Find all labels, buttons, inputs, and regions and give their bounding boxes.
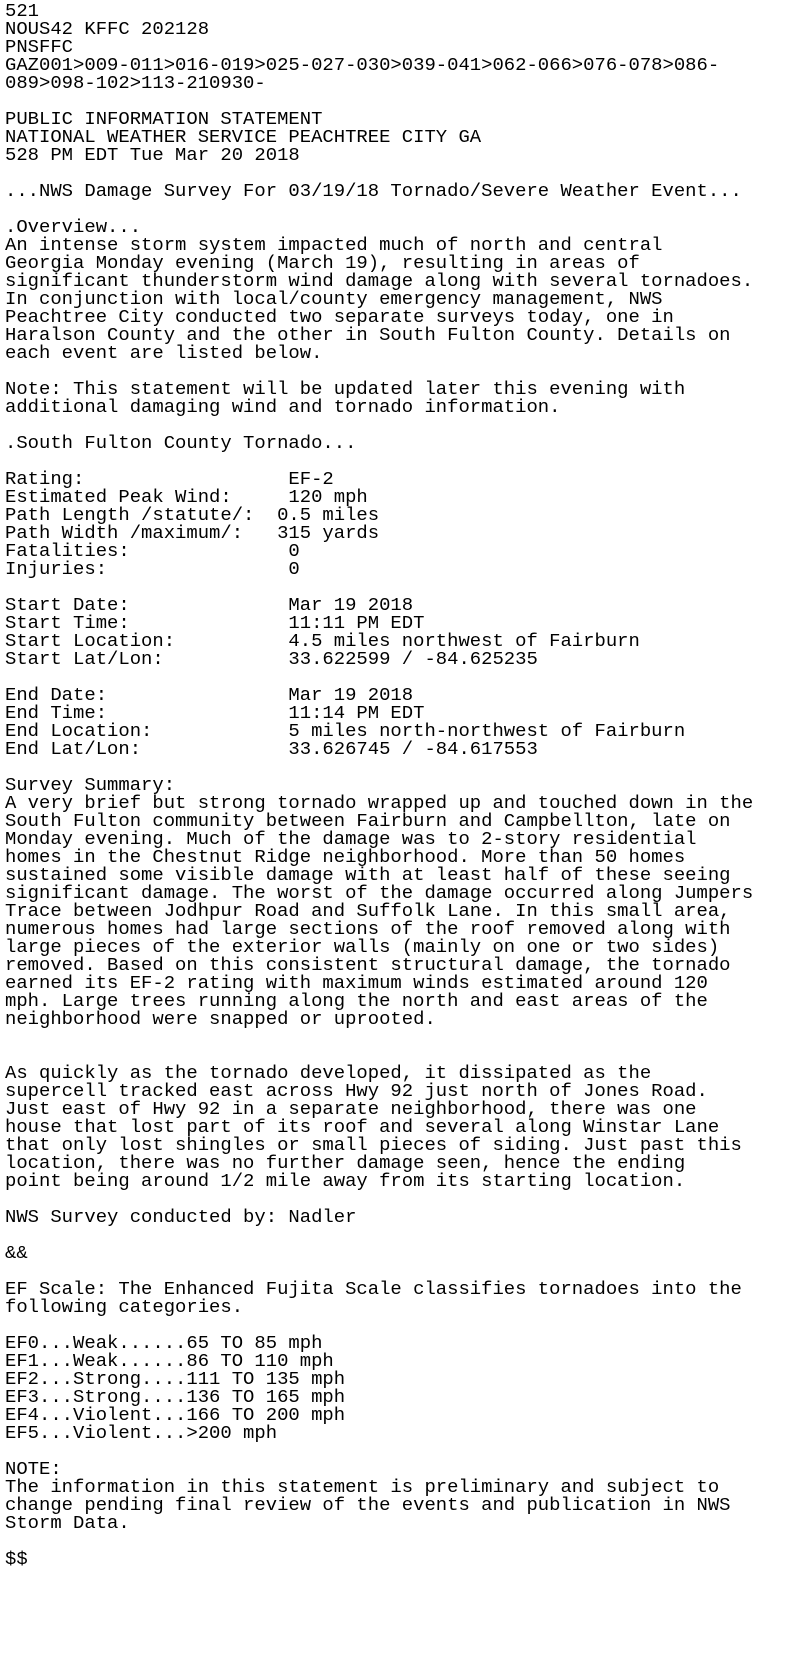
text-line: NOTE:	[5, 1458, 62, 1480]
text-line: Note: This statement will be updated later this evening with	[5, 378, 686, 400]
text-line: An intense storm system impacted much of north and central	[5, 234, 663, 256]
text-line: change pending final review of the events and publication in NWS	[5, 1494, 731, 1516]
text-line: South Fulton community between Fairburn and Campbellton, late on	[5, 810, 731, 832]
text-line: As quickly as the tornado developed, it dissipated as the	[5, 1062, 652, 1084]
text-line: Monday evening. Much of the damage was to 2-story residential	[5, 828, 697, 850]
text-line: significant damage. The worst of the damage occurred along Jumpers	[5, 882, 754, 904]
text-line: Rating: EF-2	[5, 468, 334, 490]
text-line: ...NWS Damage Survey For 03/19/18 Tornado/Severe Weather Event...	[5, 180, 742, 202]
text-line: Haralson County and the other in South Fulton County. Details on	[5, 324, 731, 346]
text-line: neighborhood were snapped or uprooted.	[5, 1008, 436, 1030]
text-line: large pieces of the exterior walls (mainly on one or two sides)	[5, 936, 720, 958]
text-line: Start Date: Mar 19 2018	[5, 594, 414, 616]
text-line: $$	[5, 1548, 28, 1570]
text-line: point being around 1/2 mile away from its starting location.	[5, 1170, 686, 1192]
text-line: Survey Summary:	[5, 774, 176, 796]
text-line: NOUS42 KFFC 202128	[5, 18, 210, 40]
text-line: 089>098-102>113-210930-	[5, 72, 266, 94]
text-line: Fatalities: 0	[5, 540, 300, 562]
text-line: End Lat/Lon: 33.626745 / -84.617553	[5, 738, 538, 760]
text-line: NATIONAL WEATHER SERVICE PEACHTREE CITY GA	[5, 126, 482, 148]
text-line: additional damaging wind and tornado information.	[5, 396, 561, 418]
blank-line	[5, 1442, 801, 1460]
text-line: Injuries: 0	[5, 558, 300, 580]
text-line: &&	[5, 1242, 28, 1264]
text-line: Just east of Hwy 92 in a separate neighborhood, there was one	[5, 1098, 697, 1120]
blank-line	[5, 1226, 801, 1244]
text-line: 528 PM EDT Tue Mar 20 2018	[5, 144, 300, 166]
text-line: Estimated Peak Wind: 120 mph	[5, 486, 368, 508]
text-line: house that lost part of its roof and several along Winstar Lane	[5, 1116, 720, 1138]
text-line: PUBLIC INFORMATION STATEMENT	[5, 108, 323, 130]
text-line: PNSFFC	[5, 36, 74, 58]
text-line: End Date: Mar 19 2018	[5, 684, 414, 706]
text-line: homes in the Chestnut Ridge neighborhood. More than 50 homes	[5, 846, 686, 868]
blank-line	[5, 1532, 801, 1550]
text-line: Peachtree City conducted two separate surveys today, one in	[5, 306, 674, 328]
text-line: earned its EF-2 rating with maximum winds estimated around 120	[5, 972, 708, 994]
text-line: 521	[5, 0, 40, 22]
text-line: Start Time: 11:11 PM EDT	[5, 612, 425, 634]
text-line: EF1...Weak......86 TO 110 mph	[5, 1350, 334, 1372]
text-line: sustained some visible damage with at least half of these seeing	[5, 864, 731, 886]
text-line: location, there was no further damage seen, hence the ending	[5, 1152, 686, 1174]
text-line: EF Scale: The Enhanced Fujita Scale classifies tornadoes into the	[5, 1278, 742, 1300]
text-line: EF5...Violent...>200 mph	[5, 1422, 278, 1444]
text-line: removed. Based on this consistent structural damage, the tornado	[5, 954, 731, 976]
text-line: numerous homes had large sections of the roof removed along with	[5, 918, 731, 940]
text-line: NWS Survey conducted by: Nadler	[5, 1206, 357, 1228]
text-line: supercell tracked east across Hwy 92 just north of Jones Road.	[5, 1080, 708, 1102]
text-line: A very brief but strong tornado wrapped up and touched down in the	[5, 792, 754, 814]
text-line: The information in this statement is preliminary and subject to	[5, 1476, 720, 1498]
text-line: GAZ001>009-011>016-019>025-027-030>039-041>062-066>076-078>086-	[5, 54, 720, 76]
text-line: each event are listed below.	[5, 342, 323, 364]
text-line: mph. Large trees running along the north and east areas of the	[5, 990, 708, 1012]
text-line: Start Location: 4.5 miles northwest of Fairburn	[5, 630, 640, 652]
text-line: Trace between Jodhpur Road and Suffolk Lane. In this small area,	[5, 900, 731, 922]
text-line: .Overview...	[5, 216, 142, 238]
text-line: Path Length /statute/: 0.5 miles	[5, 504, 380, 526]
blank-line	[5, 1028, 801, 1046]
text-line: EF4...Violent...166 TO 200 mph	[5, 1404, 346, 1426]
text-line: following categories.	[5, 1296, 244, 1318]
text-line: EF2...Strong....111 TO 135 mph	[5, 1368, 346, 1390]
text-line: EF3...Strong....136 TO 165 mph	[5, 1386, 346, 1408]
text-line: Path Width /maximum/: 315 yards	[5, 522, 380, 544]
text-line: that only lost shingles or small pieces of siding. Just past this	[5, 1134, 742, 1156]
text-line: significant thunderstorm wind damage along with several tornadoes.	[5, 270, 754, 292]
text-line: In conjunction with local/county emergency management, NWS	[5, 288, 663, 310]
text-line: Start Lat/Lon: 33.622599 / -84.625235	[5, 648, 538, 670]
text-line: EF0...Weak......65 TO 85 mph	[5, 1332, 323, 1354]
text-line: Storm Data.	[5, 1512, 130, 1534]
text-line: Georgia Monday evening (March 19), resulting in areas of	[5, 252, 640, 274]
text-line: End Time: 11:14 PM EDT	[5, 702, 425, 724]
text-line: End Location: 5 miles north-northwest of Fairburn	[5, 720, 686, 742]
text-line: .South Fulton County Tornado...	[5, 432, 357, 454]
